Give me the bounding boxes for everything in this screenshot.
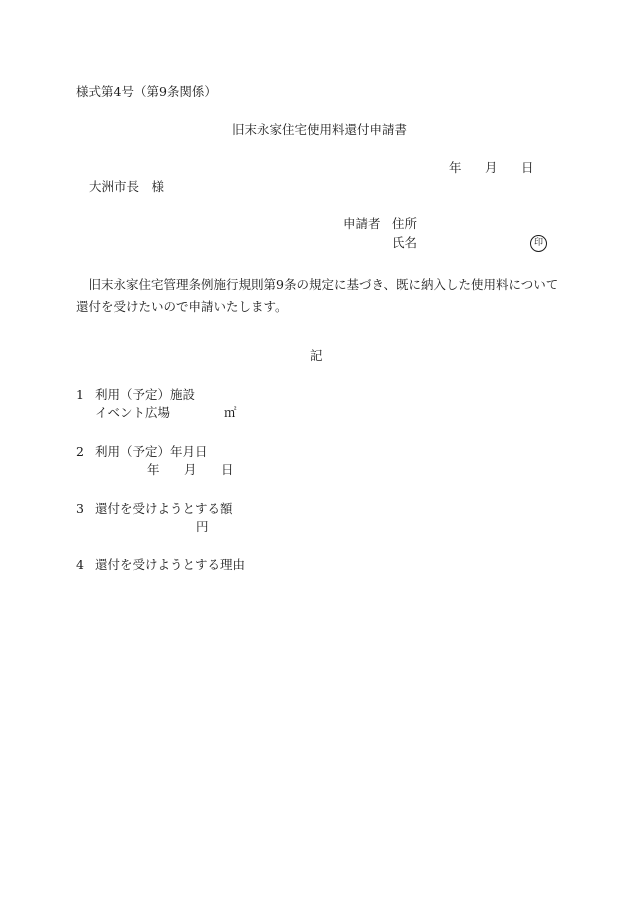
form-number: 様式第4号（第9条関係） bbox=[76, 84, 217, 99]
item-2-day: 日 bbox=[221, 462, 234, 477]
date-month-label: 月 bbox=[485, 160, 498, 175]
item-4-label: 還付を受けようとする理由 bbox=[95, 557, 246, 572]
name-label: 氏名 bbox=[392, 235, 418, 250]
item-4-number: 4 bbox=[76, 557, 84, 572]
item-1-label: 利用（予定）施設 bbox=[95, 387, 196, 402]
applicant-label: 申請者 bbox=[343, 216, 381, 231]
item-2-month: 月 bbox=[184, 462, 197, 477]
body-text: 旧末永家住宅管理条例施行規則第9条の規定に基づき、既に納入した使用料について還付を受けたいので申請いたします。 bbox=[76, 277, 559, 314]
ki-heading: 記 bbox=[310, 348, 323, 363]
item-2-number: 2 bbox=[76, 444, 84, 459]
item-2-label: 利用（予定）年月日 bbox=[95, 444, 208, 459]
item-2-year: 年 bbox=[147, 462, 160, 477]
addressee: 大洲市長 様 bbox=[89, 179, 165, 194]
item-3-label: 還付を受けようとする額 bbox=[95, 501, 233, 516]
address-label: 住所 bbox=[392, 216, 418, 231]
document-title: 旧末永家住宅使用料還付申請書 bbox=[232, 122, 408, 137]
item-1-number: 1 bbox=[76, 387, 84, 402]
item-3-number: 3 bbox=[76, 501, 84, 516]
item-1-facility: イベント広場 bbox=[95, 405, 171, 420]
date-year-label: 年 bbox=[449, 160, 462, 175]
seal-mark: 印 bbox=[530, 235, 547, 252]
date-day-label: 日 bbox=[521, 160, 534, 175]
item-3-unit: 円 bbox=[196, 519, 209, 534]
item-1-unit: ㎡ bbox=[224, 405, 237, 420]
